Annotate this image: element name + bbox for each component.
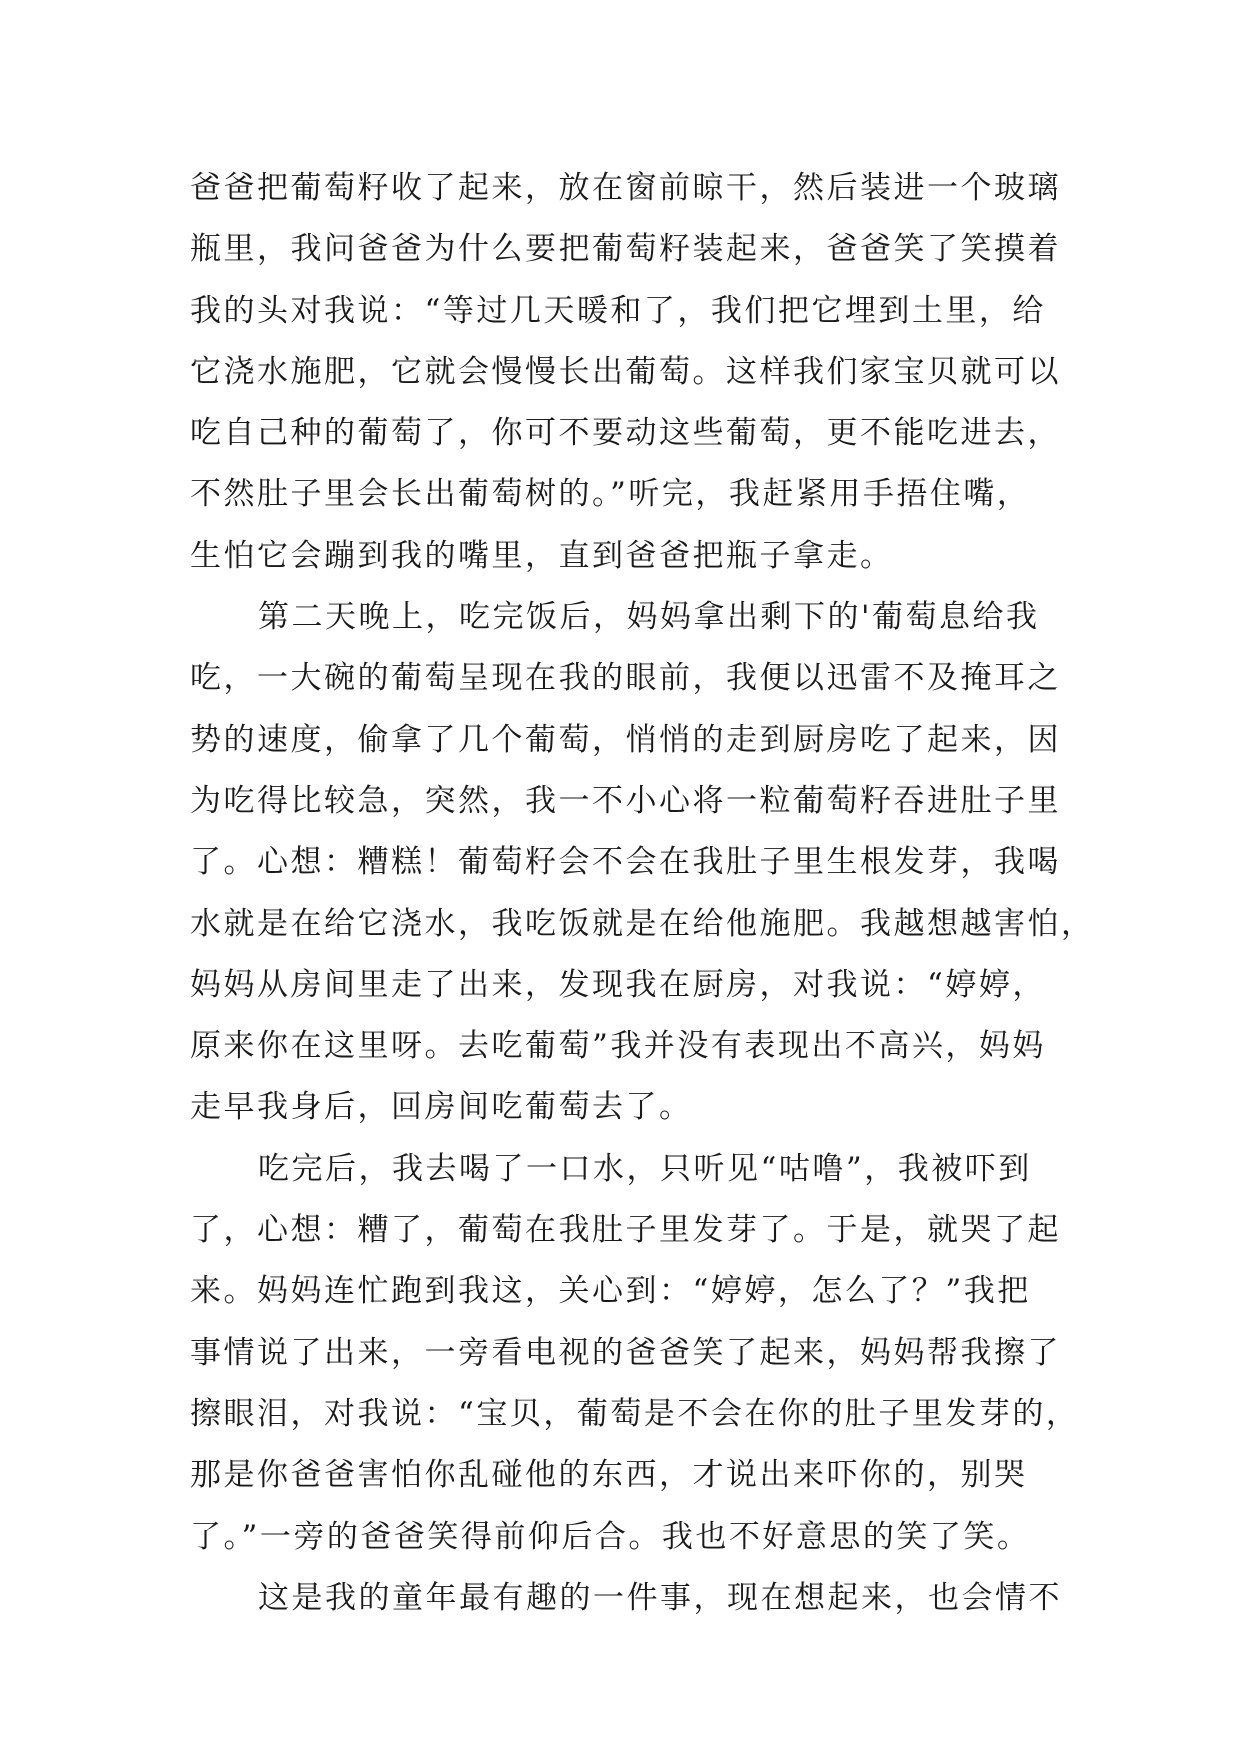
text-line: 事情说了出来，一旁看电视的爸爸笑了起来，妈妈帮我擦了 — [190, 1334, 1061, 1371]
text-line: 吃自己种的葡萄了，你可不要动这些葡萄，更不能吃进去， — [190, 415, 1061, 452]
text-line: 走早我身后，回房间吃葡萄去了。 — [190, 1089, 693, 1126]
text-line: 那是你爸爸害怕你乱碰他的东西，才说出来吓你的，别哭 — [190, 1457, 1028, 1494]
text-line: 了。”一旁的爸爸笑得前仰后合。我也不好意思的笑了笑。 — [190, 1518, 1031, 1555]
paragraph — [190, 587, 1095, 1139]
document-body — [190, 158, 1095, 1629]
paragraph — [190, 1568, 1070, 1629]
text-line: 第二天晚上，吃完饭后，妈妈拿出剩下的'葡萄息给我 — [258, 599, 1040, 636]
text-line: 水就是在给它浇水，我吃饭就是在给他施肥。我越想越害怕， — [190, 905, 1095, 942]
text-line: 吃完后，我去喝了一口水，只听见“咕噜”，我被吓到 — [258, 1150, 1032, 1187]
text-line: 不然肚子里会长出葡萄树的。”听完，我赶紧用手捂住嘴， — [190, 476, 1031, 513]
text-line: 吃，一大碗的葡萄呈现在我的眼前，我便以迅雷不及掩耳之 — [190, 660, 1061, 697]
text-line: 原来你在这里呀。去吃葡萄”我并没有表现出不高兴，妈妈 — [190, 1028, 1046, 1065]
text-line: 势的速度，偷拿了几个葡萄，悄悄的走到厨房吃了起来，因 — [190, 721, 1061, 758]
text-line: 擦眼泪，对我说：“宝贝，葡萄是不会在你的肚子里发芽的， — [190, 1395, 1080, 1432]
text-line: 生怕它会蹦到我的嘴里，直到爸爸把瓶子拿走。 — [190, 537, 894, 574]
text-line: 来。妈妈连忙跑到我这，关心到：“婷婷，怎么了？”我把 — [190, 1273, 1031, 1310]
paragraph — [190, 158, 1070, 587]
paragraph — [190, 1139, 1080, 1568]
text-line: 瓶里，我问爸爸为什么要把葡萄籽装起来，爸爸笑了笑摸着 — [190, 231, 1061, 268]
text-line: 它浇水施肥，它就会慢慢长出葡萄。这样我们家宝贝就可以 — [190, 353, 1061, 390]
text-line: 这是我的童年最有趣的一件事，现在想起来，也会情不 — [258, 1579, 1062, 1616]
text-line: 我的头对我说：“等过几天暖和了，我们把它埋到土里，给 — [190, 292, 1046, 329]
text-line: 了，心想：糟了，葡萄在我肚子里发芽了。于是，就哭了起 — [190, 1212, 1061, 1249]
text-line: 为吃得比较急，突然，我一不小心将一粒葡萄籽吞进肚子里 — [190, 782, 1061, 819]
text-line: 爸爸把葡萄籽收了起来，放在窗前晾干，然后装进一个玻璃 — [190, 170, 1061, 206]
text-line: 妈妈从房间里走了出来，发现我在厨房，对我说：“婷婷， — [190, 966, 1046, 1003]
text-line: 了。心想：糟糕！葡萄籽会不会在我肚子里生根发芽，我喝 — [190, 844, 1061, 881]
